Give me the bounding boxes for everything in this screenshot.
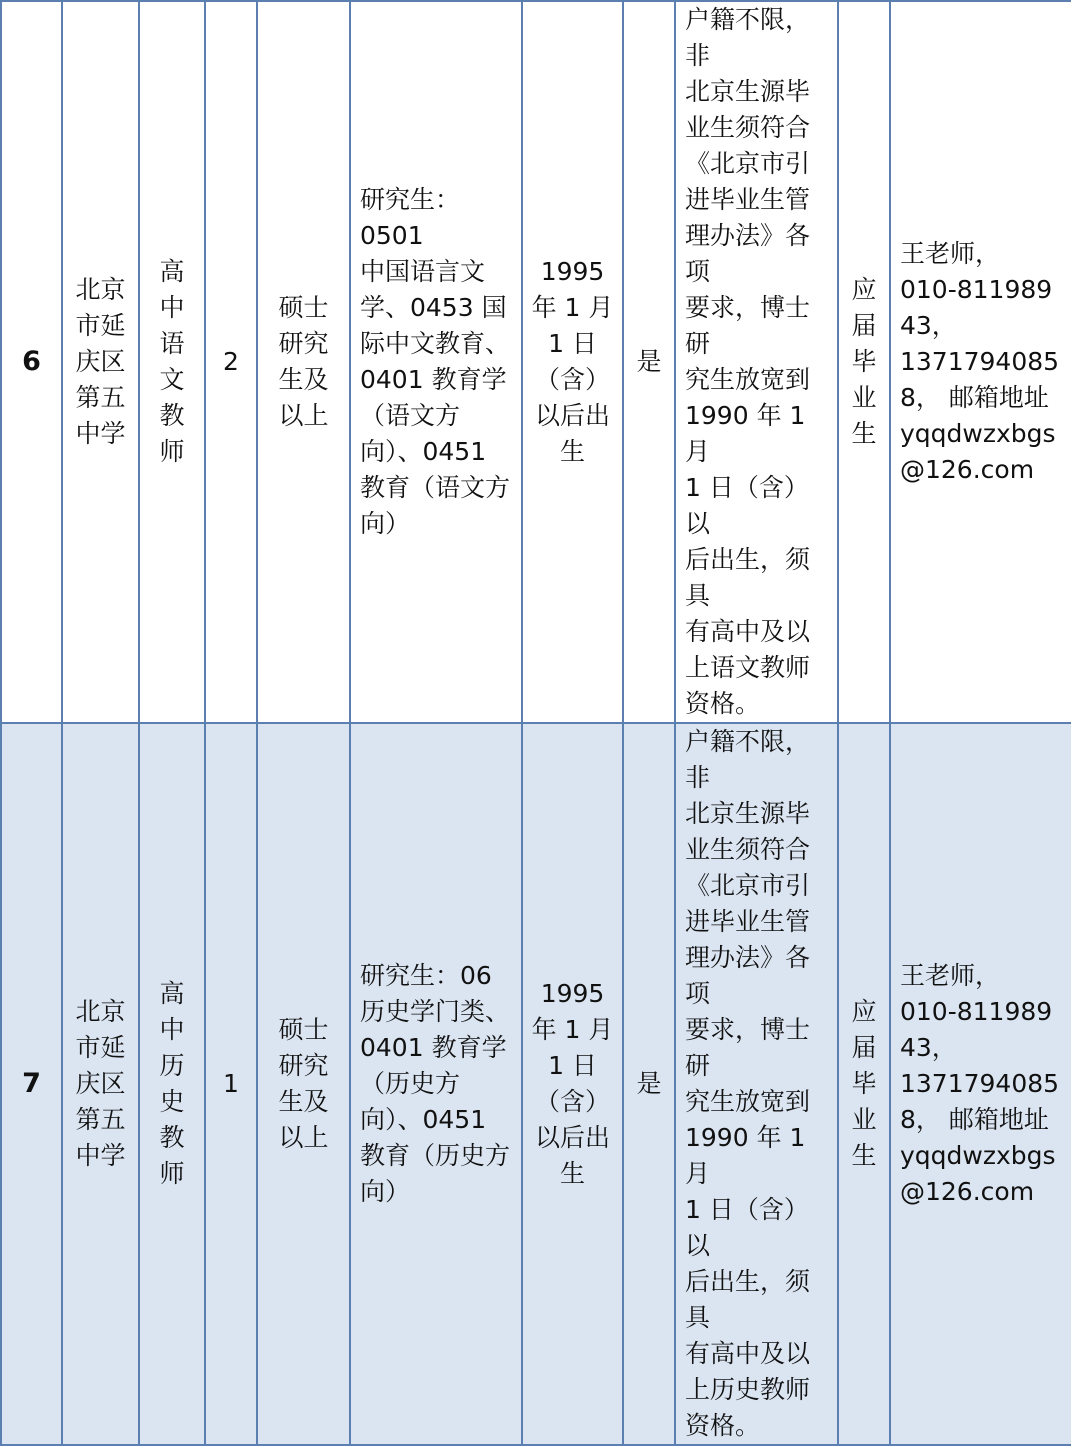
birth-date-requirement [522,723,623,1445]
birth-date-requirement [522,1,623,723]
job-position [139,723,205,1445]
education-requirement-text: 硕士 研究 生及 以上 [278,1015,329,1152]
other-requirements [675,1,838,723]
birth-date-requirement-text: 1995 年 1 月 1 日 （含） 以后出 生 [531,257,614,466]
yes-flag: 是 [623,1,675,723]
education-requirement [257,1,350,723]
other-requirements [675,723,838,1445]
job-position-text: 高 中 语 文 教 师 [159,257,185,466]
major-requirement [350,1,522,723]
hiring-count: 1 [205,723,257,1445]
table-row [1,1,1071,723]
row-number: 6 [1,1,62,723]
job-position [139,1,205,723]
hiring-count: 2 [205,1,257,723]
major-requirement-text: 研究生：06 历史学门类、 0401 教育学 （历史方 向）、0451 教育（历史方 向） [360,961,511,1206]
contact-info-text: 王老师， 010-811989 43， 1371794085 8， 邮箱地址 yqqdwzxbgs @126.com [900,961,1060,1206]
education-requirement [257,723,350,1445]
employer-unit-text: 北京 市延 庆区 第五 中学 [75,997,126,1170]
birth-date-requirement-text: 1995 年 1 月 1 日 （含） 以后出 生 [531,979,614,1188]
graduate-type [838,1,890,723]
education-requirement-text: 硕士 研究 生及 以上 [278,293,329,430]
employer-unit [62,1,139,723]
graduate-type-text: 应 届 毕 业 生 [851,275,877,448]
contact-info-text: 王老师， 010-811989 43， 1371794085 8， 邮箱地址 yqqdwzxbgs @126.com [900,239,1060,484]
major-requirement-text: 研究生：0501 中国语言文 学、0453 国 际中文教育、 0401 教育学 （语文方 向）、0451 教育（语文方 向） [360,185,511,538]
employer-unit-text: 北京 市延 庆区 第五 中学 [75,275,126,448]
job-position-text: 高 中 历 史 教 师 [159,979,185,1188]
contact-info [890,1,1071,723]
other-requirements-text: 户籍不限，非 北京生源毕 业生须符合 《北京市引 进毕业生管 理办法》各项 要求，博士研 究生放宽到 1990 年 1 月 1 日（含）以 后出生，须具 有高中及以 上语文教师 资格。 [685,5,811,718]
table-row [1,723,1071,1445]
major-requirement [350,723,522,1445]
yes-flag: 是 [623,723,675,1445]
row-number: 7 [1,723,62,1445]
graduate-type [838,723,890,1445]
contact-info [890,723,1071,1445]
employer-unit [62,723,139,1445]
other-requirements-text: 户籍不限，非 北京生源毕 业生须符合 《北京市引 进毕业生管 理办法》各项 要求，博士研 究生放宽到 1990 年 1 月 1 日（含）以 后出生，须具 有高中及以 上历史教师 资格。 [685,727,811,1440]
graduate-type-text: 应 届 毕 业 生 [851,997,877,1170]
